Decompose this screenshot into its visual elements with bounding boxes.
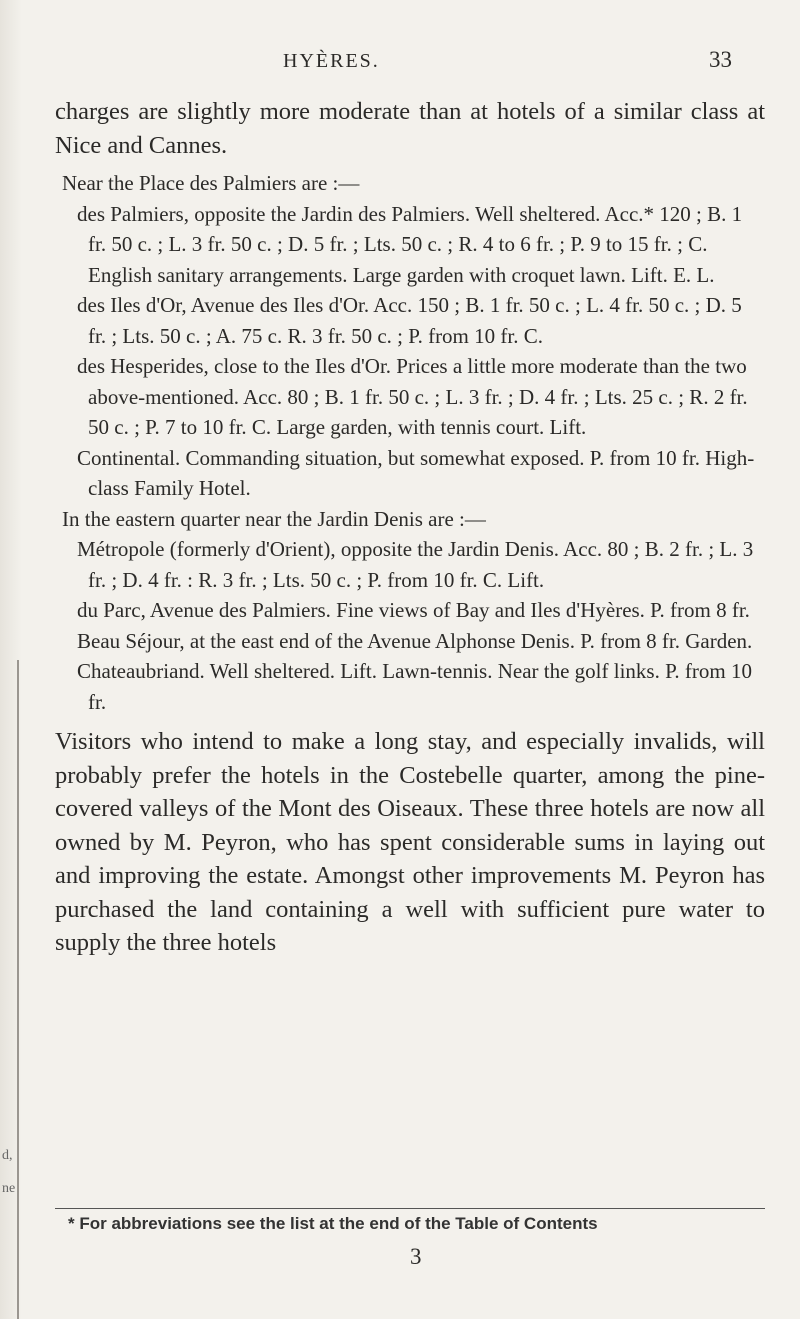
hotel-entry-palmiers: des Palmiers, opposite the Jardin des Palmiers. Well sheltered. Acc.* 120 ; B. 1 fr. 50 c. ; L. 3 fr. 50 c. ; D. 5 fr. ; Lts. 50 c. ; R. 4 to 6 fr. ; P. 9 to 15 fr. ; C. English sanitary arrangements. Large garden with croquet lawn. Lift. E. L. [77,201,743,287]
section-lead-palmiers: Near the Place des Palmiers are :— [62,171,360,195]
signature-mark: 3 [410,1244,422,1269]
palmiers-section [55,168,765,504]
running-head-title: HYÈRES. [283,50,380,72]
running-head [0,47,800,80]
intro-paragraph: charges are slightly more moderate than at hotels of a similar class at Nice and Cannes. [55,98,765,159]
hotel-entry-metropole: Métropole (formerly d'Orient), opposite the Jardin Denis. Acc. 80 ; B. 2 fr. ; L. 3 fr. ; D. 4 fr. : R. 3 fr. ; Lts. 50 c. ; P. from 10 fr. C. Lift. [77,537,754,592]
hotel-entry-continental: Continental. Commanding situation, but somewhat exposed. P. from 10 fr. High-class Family Hotel. [77,445,755,500]
page-number: 33 [709,47,732,72]
page-body [55,95,765,960]
eastern-section [55,504,765,718]
visitors-paragraph: Visitors who intend to make a long stay, and especially invalids, will probably prefer the hotels in the Costebelle quarter, among the pine-covered valleys of the Mont des Oiseaux. These three hotels are now all owned by M. Peyron, who has spent considerable sums in laying out and improving the estate. Amongst other improvements M. Peyron has purchased the land containing a well with sufficient pure water to supply the three hotels [55,728,765,956]
edge-mark-1: d, [2,1148,13,1163]
footnote-rule [55,1208,765,1209]
edge-mark-2: ne [2,1181,16,1196]
section-lead-eastern: In the eastern quarter near the Jardin Denis are :— [62,506,486,531]
hotel-entry-chateaubriand: Chateaubriand. Well sheltered. Lift. Lawn-tennis. Near the golf links. P. from 10 fr. [77,659,753,714]
hotel-entry-hesperides: des Hesperides, close to the Iles d'Or. Prices a little more moderate than the two above-mentioned. Acc. 80 ; B. 1 fr. 50 c. ; L. 3 fr. ; D. 4 fr. ; Lts. 25 c. ; R. 2 fr. 50 c. ; P. 7 to 10 fr. C. Large garden, with tennis court. Lift. [77,354,748,439]
footnote: * For abbreviations see the list at the end of the Table of Contents [68,1214,598,1233]
hotel-entry-du-parc: du Parc, Avenue des Palmiers. Fine views of Bay and Iles d'Hyères. P. from 8 fr. [77,598,750,622]
hotel-entry-iles-dor: des Iles d'Or, Avenue des Iles d'Or. Acc. 150 ; B. 1 fr. 50 c. ; L. 4 fr. 50 c. ; D. 5 fr. ; Lts. 50 c. ; A. 75 c. R. 3 fr. 50 c. ; P. from 10 fr. C. [77,293,742,348]
gutter-line [17,660,19,1319]
hotel-entry-beau-sejour: Beau Séjour, at the east end of the Avenue Alphonse Denis. P. from 8 fr. Garden. [77,628,753,653]
